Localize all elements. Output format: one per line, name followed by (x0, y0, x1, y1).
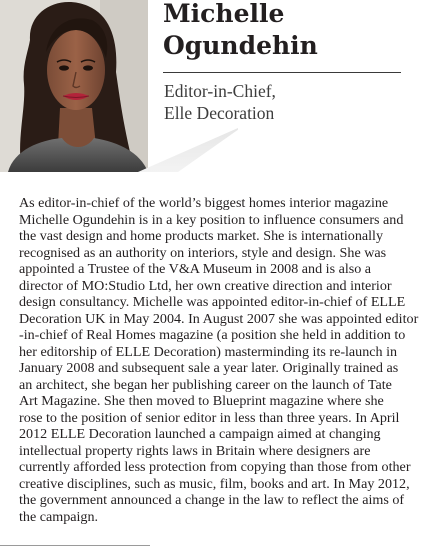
bio-line: recognised as an authority on interiors, style and design. She was (19, 244, 387, 261)
bio-line: 2012 ELLE Decoration launched a campaign aimed at changing (19, 426, 381, 442)
bio-line: intellectual property rights laws in Britain where designers are (19, 442, 371, 459)
title-divider (163, 72, 401, 73)
footer-divider (0, 545, 150, 546)
bio-line: As editor-in-chief of the world’s biggest homes interior magazine (19, 195, 389, 211)
decorative-wedge (138, 128, 238, 172)
bio-line: the campaign. (19, 508, 99, 525)
profile-name (163, 0, 423, 62)
bio-line: the vast design and home products market. She is internationally (19, 228, 384, 244)
name-line-1: Michelle (163, 0, 285, 28)
bio-line: January 2008 and subsequent sale a year later. Originally trained as (19, 360, 399, 376)
bio-line: the government announced a change in the law to reflect the aims of (19, 492, 405, 508)
bio-line: appointed a Trustee of the V&A Museum in 2008 and is also a (19, 261, 372, 277)
portrait-photo (0, 0, 148, 172)
bio-line: rose to the position of senior editor in less than three years. In April (19, 409, 400, 426)
name-line-2: Ogundehin (163, 31, 318, 60)
role-line-1: Editor-in-Chief, (164, 81, 276, 101)
bio-line: her editorship of ELLE Decoration) masterminding its re-launch in (19, 343, 398, 360)
biography-text (19, 195, 424, 525)
bio-line: Michelle Ogundehin is in a key position to influence consumers and (19, 211, 404, 228)
bio-line: currently afforded less protection from copying than those from other (19, 459, 411, 475)
bio-line: director of MO:Studio Ltd, her own creative direction and interior (19, 277, 392, 294)
bio-line: design consultancy. Michelle was appointed editor-in-chief of ELLE (19, 294, 406, 310)
bio-line: Decoration UK in May 2004. In August 2007 she was appointed editor (19, 310, 419, 327)
bio-line: -in-chief of Real Homes magazine (a position she held in addition to (19, 327, 406, 343)
person-portrait-icon (0, 0, 148, 172)
bio-line: creative disciplines, such as music, film, books and art. In May 2012, (19, 475, 410, 492)
profile-role (164, 80, 414, 124)
bio-line: an architect, she began her publishing career on the launch of Tate (19, 376, 392, 393)
role-line-2: Elle Decoration (164, 103, 275, 123)
bio-line: Art Magazine. She then moved to Blueprint magazine where she (19, 393, 384, 409)
